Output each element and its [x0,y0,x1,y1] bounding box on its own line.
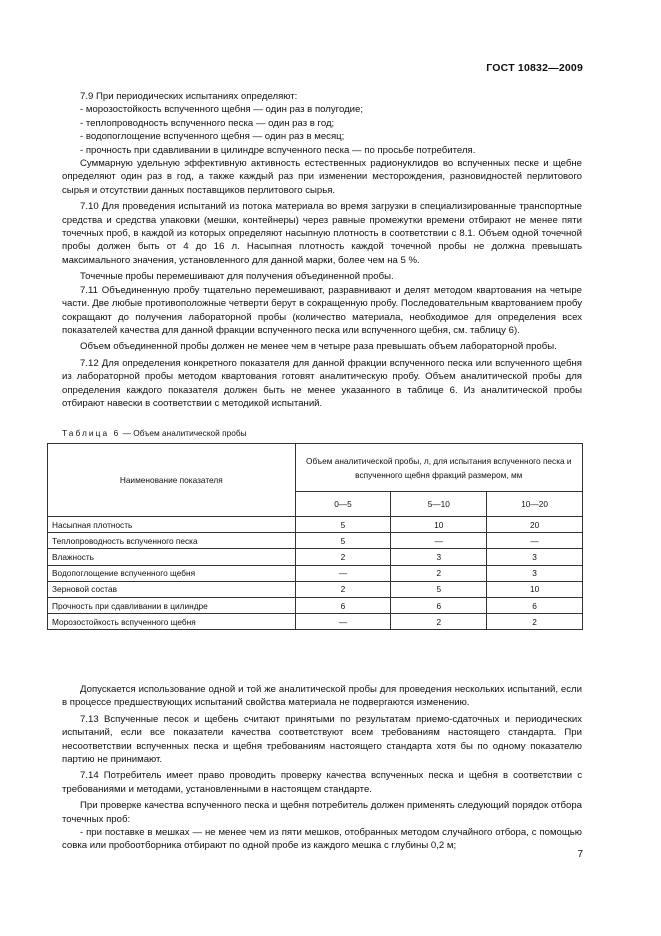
table-row [48,549,583,565]
header-fraction: 10—20 [487,492,583,517]
para-7-9-intro: 7.9 При периодических испытаниях определяют: [80,91,298,102]
table-row [48,565,583,581]
cell-value: 10 [487,581,583,597]
cell-value: — [391,533,487,549]
table-row [48,597,583,613]
cell-value: 2 [487,614,583,630]
table-caption [62,428,247,438]
row-name: Насыпная плотность [48,517,296,533]
cell-value: 20 [487,517,583,533]
para-radionuclides: Суммарную удельную эффективную активность естественных радионуклидов во вспученных песке и щебне определяют один раз в год, а также каждый раз при изменении месторождения, разновидностей перлитового сырья и отсутствии данных поставщиков перлитового сырья. [62,158,582,196]
header-volume-group: Объем аналитической пробы, л, для испытания вспученного песка и вспученного щебня фракций размером, мм [295,444,582,492]
table-row [48,614,583,630]
list-item: - водопоглощение вспученного щебня — один раз в месяц; [80,131,345,143]
table-row [48,581,583,597]
page-number: 7 [577,849,583,860]
header-fraction: 5—10 [391,492,487,517]
para-volume: Объем объединенной пробы должен не менее чем в четыре раза превышать объем лабораторной пробы. [80,341,557,353]
list-item: - прочность при сдавливании в цилиндре вспученного песка — по просьбе потребителя. [80,144,476,156]
para-bags: - при поставке в мешках — не менее чем из пяти мешков, отобранных методом случайного отбора, с помощью совка или пробоотборника отбирают по одной пробе из каждого мешка с глубины 0,2 м; [62,827,582,852]
header-fraction: 0—5 [295,492,391,517]
para-7-12: 7.12 Для определения конкретного показателя для данной фракции вспученного песка или вспученного щебня из лабораторной пробы методом квартования готовят аналитическую пробу. Объем аналитической пробы для определения каждого показателя должен быть не менее указанного в таблице 6. Из аналитической пробы отбирают навески в соответствии с методикой испытаний. [62,357,582,409]
cell-value: 6 [391,597,487,613]
cell-value: — [487,533,583,549]
cell-value: — [295,565,391,581]
row-name: Прочность при сдавливании в цилиндре [48,597,296,613]
row-name: Зерновой состав [48,581,296,597]
text-block-bottom [62,683,582,853]
table-row [48,517,583,533]
row-name: Теплопроводность вспученного песка [48,533,296,549]
cell-value: 2 [391,565,487,581]
cell-value: — [295,614,391,630]
para-allowed: Допускается использование одной и той же аналитической пробы для проведения нескольких испытаний, если в процессе предшествующих испытаний свойства материала не подвергаются изменению. [62,684,582,709]
cell-value: 5 [295,517,391,533]
cell-value: 3 [487,565,583,581]
cell-value: 2 [391,614,487,630]
cell-value: 10 [391,517,487,533]
list-item: - морозостойкость вспученного щебня — один раз в полугодие; [80,104,364,116]
header-indicator-name: Наименование показателя [48,444,296,517]
para-7-11: 7.11 Объединенную пробу тщательно перемешивают, разравнивают и делят методом квартования на четыре части. Две любые противоположные четверти берут в сокращенную пробу. Последовательным квартованием пробу сокращают до получения лабораторной пробы (количество материала, необходимое для определения всех показателей качества для данной фракции вспученного песка или вспученного щебня, см. таблицу 6). [62,284,582,336]
list-item: - теплопроводность вспученного песка — один раз в год; [80,117,335,129]
row-name: Влажность [48,549,296,565]
table-row [48,533,583,549]
cell-value: 2 [295,549,391,565]
text-block-top [62,90,582,410]
cell-value: 3 [391,549,487,565]
row-name: Водопоглощение вспученного щебня [48,565,296,581]
table-caption-label: Таблица 6 [62,428,121,438]
cell-value: 6 [487,597,583,613]
para-7-14: 7.14 Потребитель имеет право проводить проверку качества вспученных песка и щебня в соответствии с требованиями и методами, установленными в настоящем стандарте. [62,770,582,795]
cell-value: 2 [295,581,391,597]
cell-value: 3 [487,549,583,565]
cell-value: 6 [295,597,391,613]
para-7-10: 7.10 Для проведения испытаний из потока материала во время загрузки в специализированные транспортные средства и средства упаковки (мешки, контейнеры) через равные промежутки времени отбирают не менее пяти точечных проб, в каждой из которых определяют насыпную плотность в соответствии с 8.1. Объем одной точечной пробы должен быть от 4 до 16 л. Насыпная плотность каждой точечной пробы не должна превышать максимального значения, установленного для данной марки, более чем на 5 %. [62,201,582,266]
para-check: При проверке качества вспученного песка и щебня потребитель должен применять следующий порядок отбора точечных проб: [62,800,582,825]
row-name: Морозостойкость вспученного щебня [48,614,296,630]
para-7-13: 7.13 Вспученные песок и щебень считают принятыми по результатам приемо-сдаточных и периодических испытаний, если все показатели качества соответствуют всем требованиям настоящего стандарта. При несоответствии вспученных песка и щебня требованиям настоящего стандарта хотя бы по одному показателю партию не принимают. [62,713,582,766]
cell-value: 5 [391,581,487,597]
analytical-sample-table [47,443,583,630]
para-mix: Точечные пробы перемешивают для получения объединенной пробы. [80,271,394,283]
document-header: ГОСТ 10832—2009 [486,62,583,74]
table-caption-title: — Объем аналитической пробы [122,428,247,438]
cell-value: 5 [295,533,391,549]
table-header-row [48,444,583,492]
